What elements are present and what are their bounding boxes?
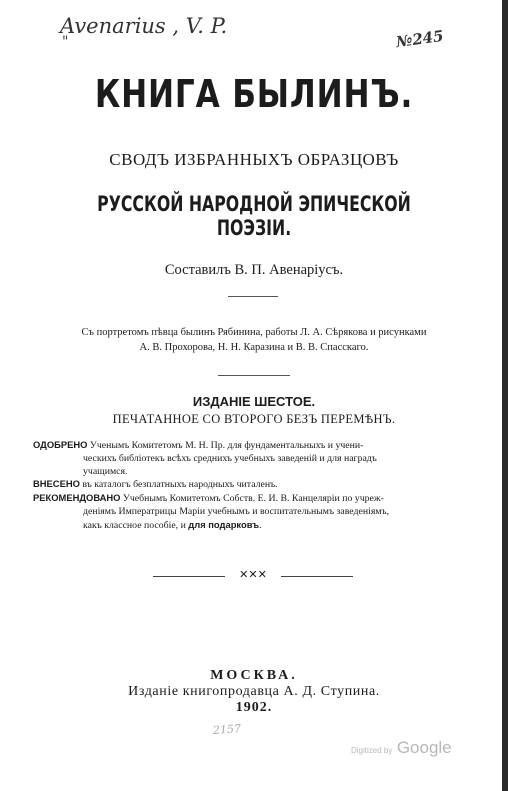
google-watermark — [351, 738, 452, 758]
watermark-prefix: Digitized by — [351, 746, 393, 755]
edition-label: ИЗДАНІЕ ШЕСТОЕ. — [192, 394, 316, 409]
handwritten-catalog-number: №245 — [394, 26, 445, 52]
approval-continuation: ческихъ библіотекъ всѣхъ среднихъ учебныхъ заведеній и для наградъ — [83, 452, 377, 464]
publisher-line: Изданіе книгопродавца А. Д. Ступина. — [128, 684, 380, 699]
city-label: МОСКВА. — [210, 668, 298, 683]
approval-text: Учебнымъ Комитетомъ Собств. Е. И. В. Канцеляріи по учреж- — [120, 493, 384, 505]
divider-short — [228, 296, 278, 297]
approval-tag: для подарковъ — [188, 518, 260, 530]
divider-medium — [218, 375, 290, 376]
subtitle-line-2: РУССКОЙ НАРОДНОЙ ЭПИЧЕСКОЙ ПОЭЗІИ. — [97, 192, 411, 240]
subtitle-line-1: СВОДЪ ИЗБРАННЫХЪ ОБРАЗЦОВЪ — [109, 150, 399, 169]
approval-continuation: деніямъ Императрицы Маріи учебнымъ и воспитательнымъ заведеніямъ, — [83, 505, 390, 517]
approval-text: . — [259, 519, 262, 531]
google-logo-text: Google — [396, 738, 452, 757]
approval-entry — [33, 492, 443, 506]
portrait-credits-line-1: Съ портретомъ пѣвца былинъ Рябинина, работы Л. А. Сѣрякова и рисунками — [81, 327, 427, 338]
portrait-credits — [0, 325, 508, 355]
approval-continuation — [33, 519, 443, 533]
ornament-glyph: ✕✕✕ — [239, 568, 267, 581]
approval-text: какъ классное пособіе, и — [83, 519, 186, 531]
approval-tag: РЕКОМЕНДОВАНО — [33, 492, 121, 504]
approvals-block — [33, 439, 443, 533]
compiler-line: Составилъ В. П. Авенаріусъ. — [164, 262, 344, 278]
printing-note: ПЕЧАТАННОЕ СО ВТОРОГО БЕЗЪ ПЕРЕМѢНЪ. — [112, 412, 396, 426]
portrait-credits-line-2: А. В. Прохорова, Н. Н. Каразина и В. В. Спасскаго. — [139, 342, 369, 353]
pencil-stamp: 2157 — [212, 722, 242, 737]
book-title: КНИГА БЫЛИНЪ. — [94, 72, 414, 116]
approval-entry — [33, 439, 443, 453]
year-label: 1902. — [235, 700, 273, 715]
ornament-divider — [153, 570, 353, 584]
approval-tag: ОДОБРЕНО — [33, 439, 88, 450]
handwritten-author-note: Avenarius , V. P. — [60, 14, 228, 38]
approval-entry — [33, 478, 443, 492]
approval-tag: ВНЕСЕНО — [33, 478, 80, 490]
approval-continuation: учащимся. — [83, 465, 128, 477]
handwritten-quote-mark: " — [62, 34, 69, 50]
approval-text: въ каталогъ безплатныхъ народныхъ читаленъ. — [79, 479, 278, 491]
approval-text: Ученымъ Комитетомъ М. Н. Пр. для фундаментальныхъ и учени- — [87, 440, 364, 451]
